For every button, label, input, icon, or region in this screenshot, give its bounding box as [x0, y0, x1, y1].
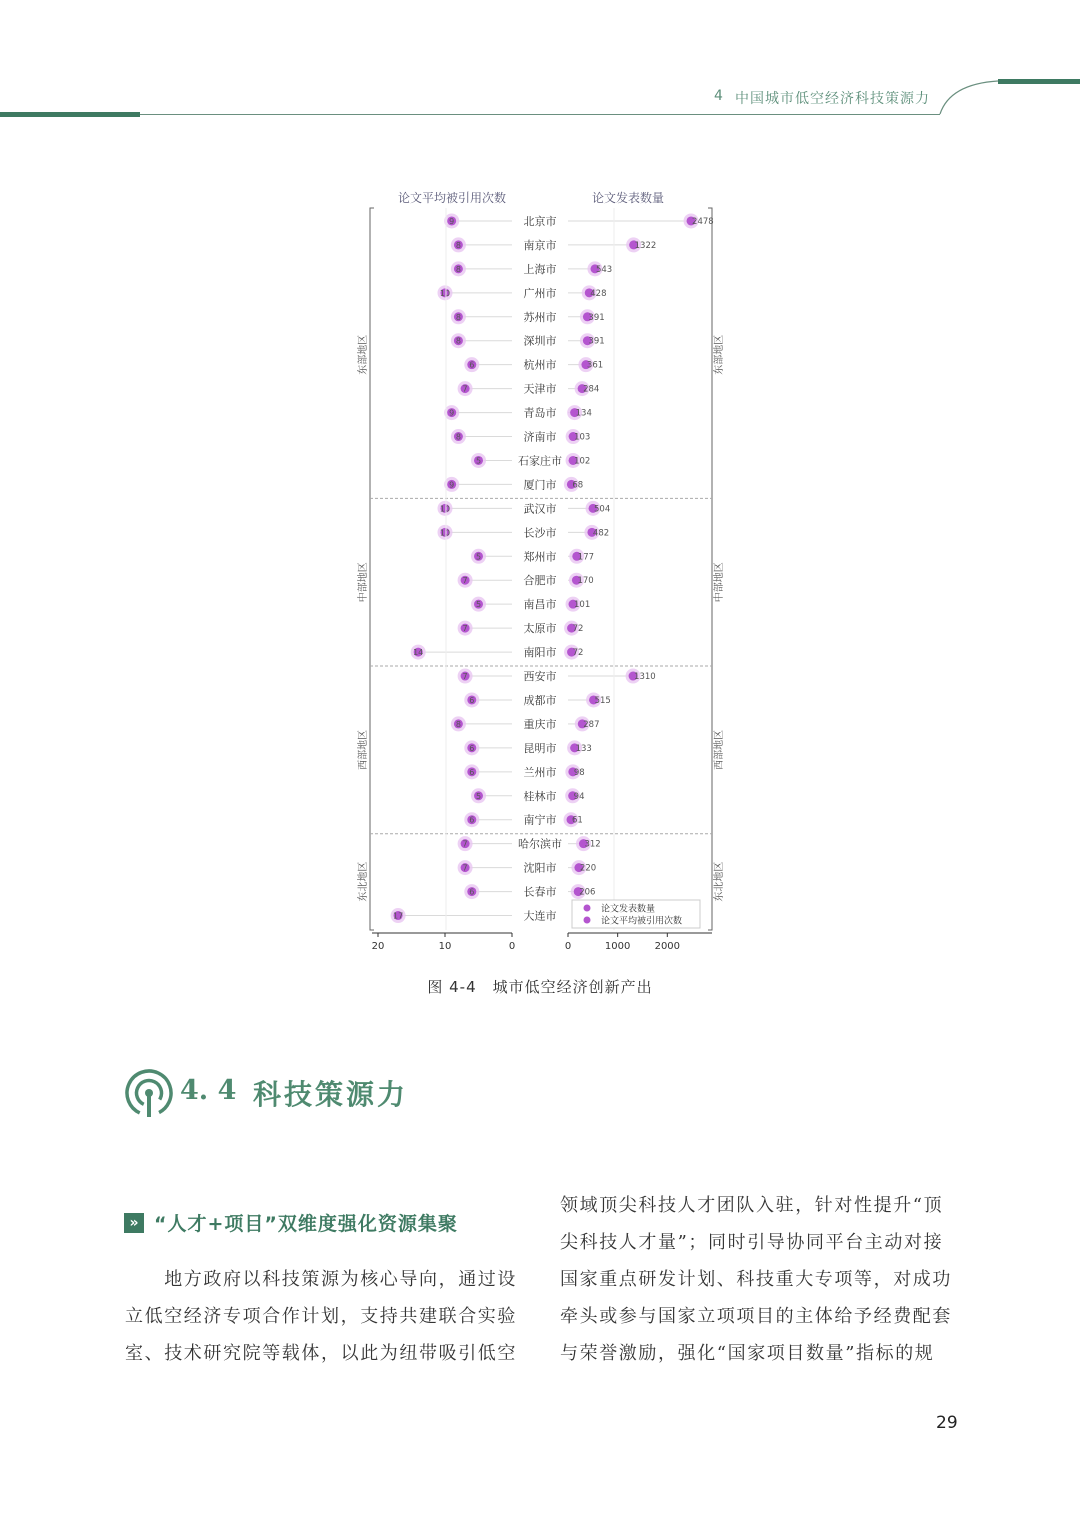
paper-label: 2478 — [692, 216, 714, 227]
city-label: 合肥市 — [523, 574, 557, 588]
legend-label: 论文发表数量 — [601, 904, 656, 915]
left-panel-title: 论文平均被引用次数 — [397, 191, 507, 205]
city-label: 济南市 — [523, 430, 557, 444]
city-label: 杭州市 — [523, 358, 557, 372]
city-label: 厦门市 — [523, 478, 557, 492]
left-frame — [370, 208, 374, 930]
city-label: 兰州市 — [523, 765, 557, 779]
cite-label: 5 — [475, 600, 482, 610]
header-accent-bar — [998, 79, 1080, 84]
paper-label: 133 — [575, 743, 592, 754]
chapter-title: 中国城市低空经济科技策源力 — [735, 91, 930, 107]
city-label: 成都市 — [523, 693, 557, 707]
city-label: 重庆市 — [523, 717, 557, 731]
paper-label: 68 — [572, 480, 584, 491]
paper-label: 61 — [572, 815, 583, 826]
section-number: 4. 4 — [180, 1075, 237, 1106]
cite-label: 6 — [469, 815, 475, 825]
cite-label: 17 — [393, 911, 404, 921]
paper-label: 1322 — [634, 240, 657, 251]
city-label: 天津市 — [523, 382, 557, 396]
legend-marker — [584, 905, 591, 912]
cite-label: 6 — [469, 360, 475, 370]
city-label: 大连市 — [523, 909, 557, 923]
right-tick-label: 1000 — [604, 941, 631, 952]
region-label-left: 东部地区 — [358, 334, 369, 375]
city-label: 长春市 — [523, 885, 557, 899]
cite-label: 7 — [462, 839, 468, 849]
cite-label: 9 — [449, 408, 455, 418]
region-label-left: 西部地区 — [358, 729, 369, 770]
city-label: 武汉市 — [523, 502, 557, 516]
region-label-right: 东北地区 — [714, 861, 725, 902]
cite-label: 10 — [439, 528, 451, 538]
chapter-number: 4 — [714, 88, 723, 104]
city-label: 长沙市 — [523, 526, 557, 540]
left-tick-label: 0 — [508, 941, 516, 952]
paper-label: 287 — [583, 719, 600, 730]
paper-label: 206 — [579, 887, 596, 898]
cite-label: 8 — [455, 264, 461, 274]
cite-label: 10 — [439, 504, 451, 514]
cite-label: 7 — [462, 672, 468, 682]
text-line: 牵头或参与国家立项项目的主体给予经费配套 — [560, 1306, 952, 1327]
header-rule — [0, 114, 940, 115]
text-line: 地方政府以科技策源为核心导向，通过设 — [125, 1269, 517, 1290]
right-panel-title: 论文发表数量 — [591, 191, 665, 205]
paper-label: 284 — [583, 384, 600, 395]
legend-label: 论文平均被引用次数 — [601, 916, 683, 927]
paper-label: 72 — [572, 648, 584, 659]
cite-label: 8 — [455, 719, 461, 729]
cite-label: 7 — [462, 576, 468, 586]
paper-label: 220 — [579, 863, 597, 874]
city-label: 太原市 — [523, 622, 557, 636]
header-curve — [930, 80, 1000, 120]
text-line: 尖科技人才量”；同时引导协同平台主动对接 — [560, 1232, 944, 1253]
city-label: 广州市 — [523, 286, 557, 300]
paper-label: 94 — [573, 791, 585, 802]
cite-label: 6 — [469, 767, 475, 777]
section-title: 科技策源力 — [253, 1078, 409, 1111]
city-label: 昆明市 — [523, 741, 557, 755]
text-line: 立低空经济专项合作计划，支持共建联合实验 — [125, 1306, 517, 1327]
paper-label: 177 — [577, 552, 595, 563]
region-label-left: 东北地区 — [358, 861, 369, 902]
region-label-left: 中部地区 — [358, 562, 369, 603]
paper-label: 391 — [588, 312, 605, 323]
subsection-title: “人才+项目”双维度强化资源集聚 — [154, 1213, 458, 1235]
cite-label: 8 — [455, 432, 461, 442]
city-label: 南京市 — [523, 238, 557, 252]
paper-label: 102 — [574, 456, 591, 467]
cite-label: 5 — [475, 791, 482, 801]
cite-label: 7 — [462, 863, 468, 873]
region-label-right: 西部地区 — [714, 729, 725, 770]
city-label: 青岛市 — [523, 406, 557, 420]
cite-label: 9 — [449, 216, 455, 226]
cite-label: 8 — [455, 336, 461, 346]
city-label: 上海市 — [523, 262, 557, 276]
city-label: 南宁市 — [523, 813, 557, 827]
innovation-output-chart — [340, 180, 740, 970]
city-label: 南阳市 — [523, 646, 557, 660]
city-label: 深圳市 — [523, 334, 557, 348]
paper-label: 103 — [574, 432, 591, 443]
paper-label: 515 — [594, 695, 611, 706]
cite-label: 10 — [439, 288, 451, 298]
city-label: 北京市 — [523, 214, 557, 228]
right-frame — [708, 208, 712, 930]
city-label: 苏州市 — [523, 310, 557, 324]
paper-label: 543 — [595, 264, 613, 275]
paper-label: 428 — [590, 288, 607, 299]
cite-label: 8 — [455, 240, 461, 250]
right-tick-label: 2000 — [654, 941, 681, 952]
text-line: 与荣誉激励，强化“国家项目数量”指标的规 — [560, 1343, 935, 1364]
paper-label: 312 — [584, 839, 601, 850]
paper-label: 504 — [594, 504, 611, 515]
legend-marker — [584, 917, 591, 924]
paper-label: 391 — [588, 336, 605, 347]
page-number: 29 — [936, 1413, 958, 1433]
cite-label: 7 — [462, 384, 468, 394]
cite-label: 5 — [475, 552, 482, 562]
region-label-right: 中部地区 — [714, 562, 725, 603]
text-line: 室、技术研究院等载体，以此为纽带吸引低空 — [125, 1343, 517, 1364]
paper-label: 361 — [586, 360, 604, 371]
right-tick-label: 0 — [564, 941, 572, 952]
city-label: 哈尔滨市 — [518, 837, 562, 851]
city-label: 石家庄市 — [518, 454, 562, 468]
paragraph-right — [560, 1187, 960, 1372]
cite-label: 9 — [449, 480, 455, 490]
paper-label: 134 — [575, 408, 592, 419]
text-line: 国家重点研发计划、科技重大专项等，对成功 — [560, 1269, 952, 1290]
left-tick-label: 20 — [371, 941, 385, 952]
left-tick-label: 10 — [438, 941, 452, 952]
cite-label: 5 — [475, 456, 482, 466]
city-label: 南昌市 — [523, 598, 557, 612]
cite-label: 8 — [455, 312, 461, 322]
cite-label: 6 — [469, 695, 475, 705]
double-chevron-icon: » — [124, 1213, 144, 1233]
cite-label: 6 — [469, 887, 475, 897]
section-target-icon — [124, 1068, 174, 1120]
region-label-right: 东部地区 — [714, 334, 725, 375]
paragraph-left — [125, 1261, 525, 1372]
text-line: 领域顶尖科技人才团队入驻，针对性提升“顶 — [560, 1195, 944, 1216]
paper-label: 170 — [577, 576, 594, 587]
paper-label: 1310 — [634, 672, 656, 683]
city-label: 桂林市 — [523, 789, 557, 803]
figure-caption: 图 4-4 城市低空经济创新产出 — [427, 978, 653, 996]
header-left-bar — [0, 112, 140, 117]
cite-label: 6 — [469, 743, 475, 753]
city-label: 郑州市 — [523, 550, 557, 564]
paper-label: 98 — [573, 767, 585, 778]
city-label: 西安市 — [523, 670, 557, 684]
paper-label: 72 — [572, 624, 584, 635]
paper-label: 101 — [574, 600, 591, 611]
cite-label: 14 — [413, 648, 424, 658]
paper-label: 482 — [592, 528, 610, 539]
cite-label: 7 — [462, 624, 468, 634]
city-label: 沈阳市 — [523, 861, 557, 875]
